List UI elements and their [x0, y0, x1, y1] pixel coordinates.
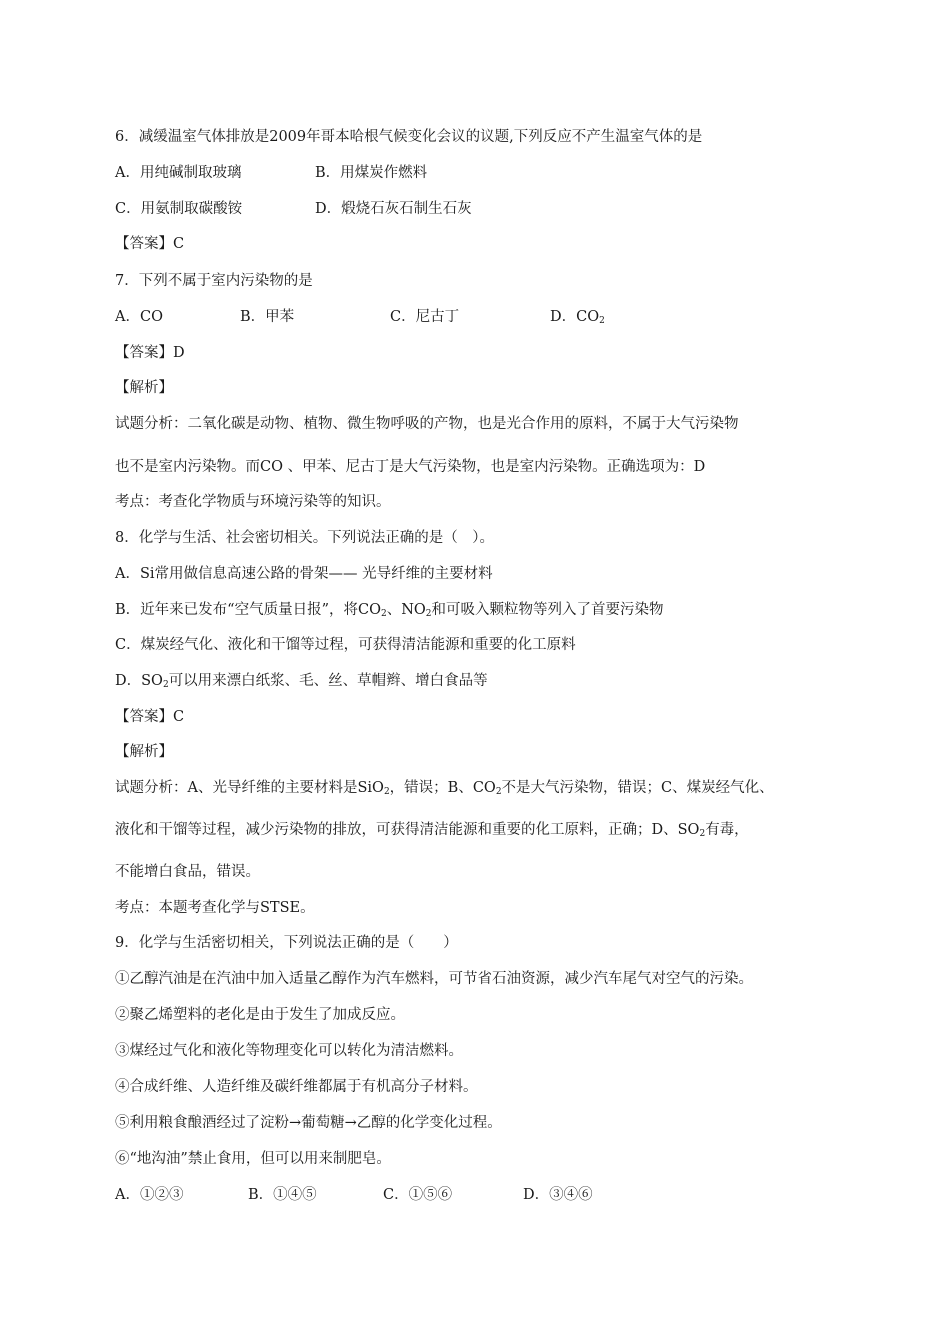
q8-option-d-text1: D．SO: [115, 673, 163, 689]
q7-analysis-label: 【解析】: [115, 380, 173, 396]
q8-stem: 8．化学与生活、社会密切相关。下列说法正确的是（ ）。: [115, 530, 494, 546]
q6-options-row1: [115, 163, 427, 183]
q7-point: 考点：考查化学物质与环境污染等的知识。: [115, 494, 391, 510]
q8-analysis-label: 【解析】: [115, 744, 173, 760]
q8-a2-text1: 液化和干馏等过程，减少污染物的排放，可获得清洁能源和重要的化工原料，正确；D、SO: [115, 822, 700, 838]
q7-option-b: B．甲苯: [240, 309, 295, 325]
q8-analysis-line2: [115, 820, 749, 840]
q6-options-row2: [115, 199, 472, 219]
q6-option-d: D．煅烧石灰石制生石灰: [315, 201, 472, 217]
q8-a1-text1: 试题分析：A、光导纤维的主要材料是SiO: [115, 780, 384, 796]
q7-option-d-subscript: 2: [599, 316, 605, 326]
q9-statement-6: ⑥“地沟油”禁止食用，但可以用来制肥皂。: [115, 1151, 391, 1167]
q7-answer: 【答案】D: [115, 345, 185, 361]
q9-option-a: A．①②③: [115, 1187, 184, 1203]
q6-option-c: C．用氨制取碳酸铵: [115, 201, 243, 217]
q9-statement-1: ①乙醇汽油是在汽油中加入适量乙醇作为汽车燃料，可节省石油资源，减少汽车尾气对空气的污染。: [115, 971, 753, 987]
q6-stem: 6．减缓温室气体排放是2009年哥本哈根气候变化会议的议题,下列反应不产生温室气体的是: [115, 129, 703, 145]
q9-statement-2: ②聚乙烯塑料的老化是由于发生了加成反应。: [115, 1007, 405, 1023]
q7-stem: 7．下列不属于室内污染物的是: [115, 273, 313, 289]
q8-option-b-text2: 、NO: [386, 602, 426, 618]
q9-stem: 9．化学与生活密切相关，下列说法正确的是（ ）: [115, 935, 458, 951]
q6-option-a: A．用纯碱制取玻璃: [115, 165, 242, 181]
q9-option-c: C．①⑤⑥: [383, 1187, 453, 1203]
q8-a2-text2: 有毒，: [705, 822, 749, 838]
q6-option-b: B．用煤炭作燃料: [315, 165, 428, 181]
q9-statement-3: ③煤经过气化和液化等物理变化可以转化为清洁燃料。: [115, 1043, 463, 1059]
q8-analysis-line1: [115, 778, 774, 798]
q8-option-c: C．煤炭经气化、液化和干馏等过程，可获得清洁能源和重要的化工原料: [115, 637, 576, 653]
q9-option-b: B．①④⑤: [248, 1187, 317, 1203]
q7-options: [115, 307, 605, 327]
q7-analysis-line2: 也不是室内污染物。而CO 、甲苯、尼古丁是大气污染物，也是室内污染物。正确选项为：D: [115, 459, 706, 475]
q6-answer: 【答案】C: [115, 236, 185, 252]
q8-option-d-text2: 可以用来漂白纸浆、毛、丝、草帽辫、增白食品等: [168, 673, 488, 689]
q8-option-b-text1: B．近年来已发布“空气质量日报”，将CO: [115, 602, 381, 618]
q8-a1-sub2: 2: [495, 787, 502, 797]
q7-analysis-line1: 试题分析：二氧化碳是动物、植物、微生物呼吸的产物，也是光合作用的原料，不属于大气污染物: [115, 416, 739, 432]
q9-option-d: D．③④⑥: [523, 1187, 593, 1203]
q8-option-b-sub1: 2: [380, 609, 387, 619]
q8-a1-text2: ，错误；B、CO: [389, 780, 496, 796]
q8-answer: 【答案】C: [115, 709, 185, 725]
q9-statement-5: ⑤利用粮食酿酒经过了淀粉→葡萄糖→乙醇的化学变化过程。: [115, 1115, 502, 1131]
q8-analysis-line3: 不能增白食品，错误。: [115, 864, 260, 880]
q8-option-b-sub2: 2: [425, 609, 432, 619]
q8-option-b: [115, 600, 664, 620]
q8-option-d: [115, 671, 488, 691]
q8-a1-sub1: 2: [383, 787, 390, 797]
q8-option-b-text3: 和可吸入颗粒物等列入了首要污染物: [431, 602, 664, 618]
q8-point: 考点：本题考查化学与STSE。: [115, 900, 315, 916]
q7-option-d-text: D．CO: [550, 309, 600, 325]
q8-option-d-sub: 2: [162, 680, 169, 690]
q9-options: [115, 1185, 593, 1205]
q8-a2-sub: 2: [699, 829, 706, 839]
q9-statement-4: ④合成纤维、人造纤维及碳纤维都属于有机高分子材料。: [115, 1079, 478, 1095]
q7-option-c: C．尼古丁: [390, 309, 460, 325]
q7-option-d: [550, 307, 605, 327]
q8-a1-text3: 不是大气污染物，错误；C、煤炭经气化、: [501, 780, 774, 796]
q7-option-a: A．CO: [115, 309, 163, 325]
q8-option-a: A．Si常用做信息高速公路的骨架—— 光导纤维的主要材料: [115, 566, 493, 582]
